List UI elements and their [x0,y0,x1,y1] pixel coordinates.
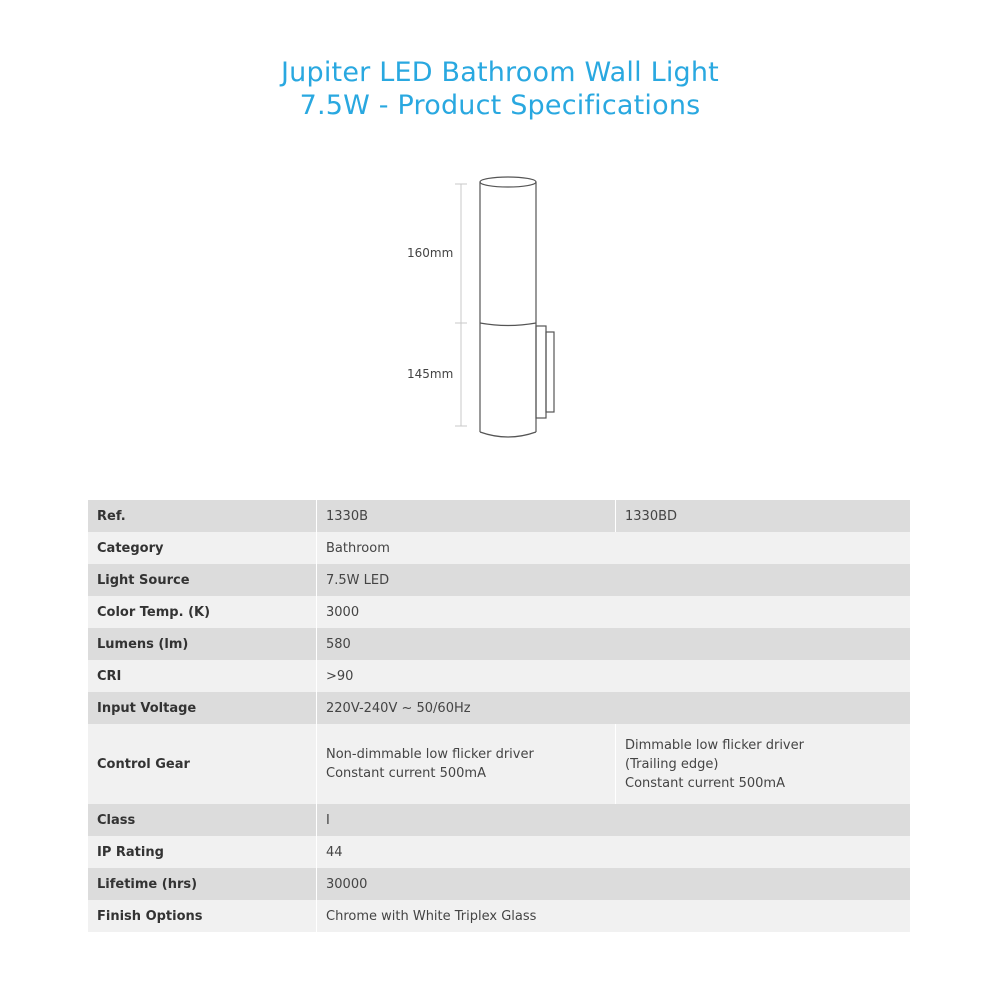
title-line-1: Jupiter LED Bathroom Wall Light [281,57,719,88]
row-label: Input Voltage [88,692,317,724]
row-label: Light Source [88,564,317,596]
table-row-input-voltage [88,692,911,724]
row-value-b: 1330BD [616,500,911,532]
table-row-lumens [88,628,911,660]
row-value: 44 [317,836,911,868]
row-value: 30000 [317,868,911,900]
table-row-ref [88,500,911,532]
table-row-class [88,804,911,836]
table-row-color-temp [88,596,911,628]
table-row-cri [88,660,911,692]
row-value-b [616,724,911,804]
page-title [0,56,1000,122]
product-dimension-drawing [0,170,1000,450]
row-value-a [317,724,616,804]
row-value: Bathroom [317,532,911,564]
row-label: IP Rating [88,836,317,868]
row-label: Control Gear [88,724,317,804]
specifications-table [88,500,911,932]
wall-light-line-drawing [0,170,1000,450]
row-value: >90 [317,660,911,692]
row-label: Lifetime (hrs) [88,868,317,900]
table-row-category [88,532,911,564]
row-label: Ref. [88,500,317,532]
row-value: 7.5W LED [317,564,911,596]
control-gear-a-line-2: Constant current 500mA [326,766,486,781]
row-value: Chrome with White Triplex Glass [317,900,911,932]
row-value-a: 1330B [317,500,616,532]
row-value: 220V-240V ~ 50/60Hz [317,692,911,724]
control-gear-b-line-3: Constant current 500mA [625,775,785,791]
table-row-finish [88,900,911,932]
row-value: I [317,804,911,836]
row-label: Category [88,532,317,564]
row-label: CRI [88,660,317,692]
row-label: Color Temp. (K) [88,596,317,628]
row-label: Class [88,804,317,836]
table-row-lifetime [88,868,911,900]
control-gear-a-line-1: Non-dimmable low flicker driver [326,747,534,762]
row-value: 580 [317,628,911,660]
row-value: 3000 [317,596,911,628]
row-label: Finish Options [88,900,317,932]
dimension-lower-label: 145mm [407,367,454,381]
table-row-control-gear [88,724,911,804]
control-gear-b-line-2: (Trailing edge) [625,756,719,772]
control-gear-b-line-1: Dimmable low flicker driver [625,737,804,753]
table-row-ip-rating [88,836,911,868]
row-label: Lumens (lm) [88,628,317,660]
table-row-light-source [88,564,911,596]
title-line-2: 7.5W - Product Specifications [299,90,701,121]
dimension-upper-label: 160mm [407,246,454,260]
